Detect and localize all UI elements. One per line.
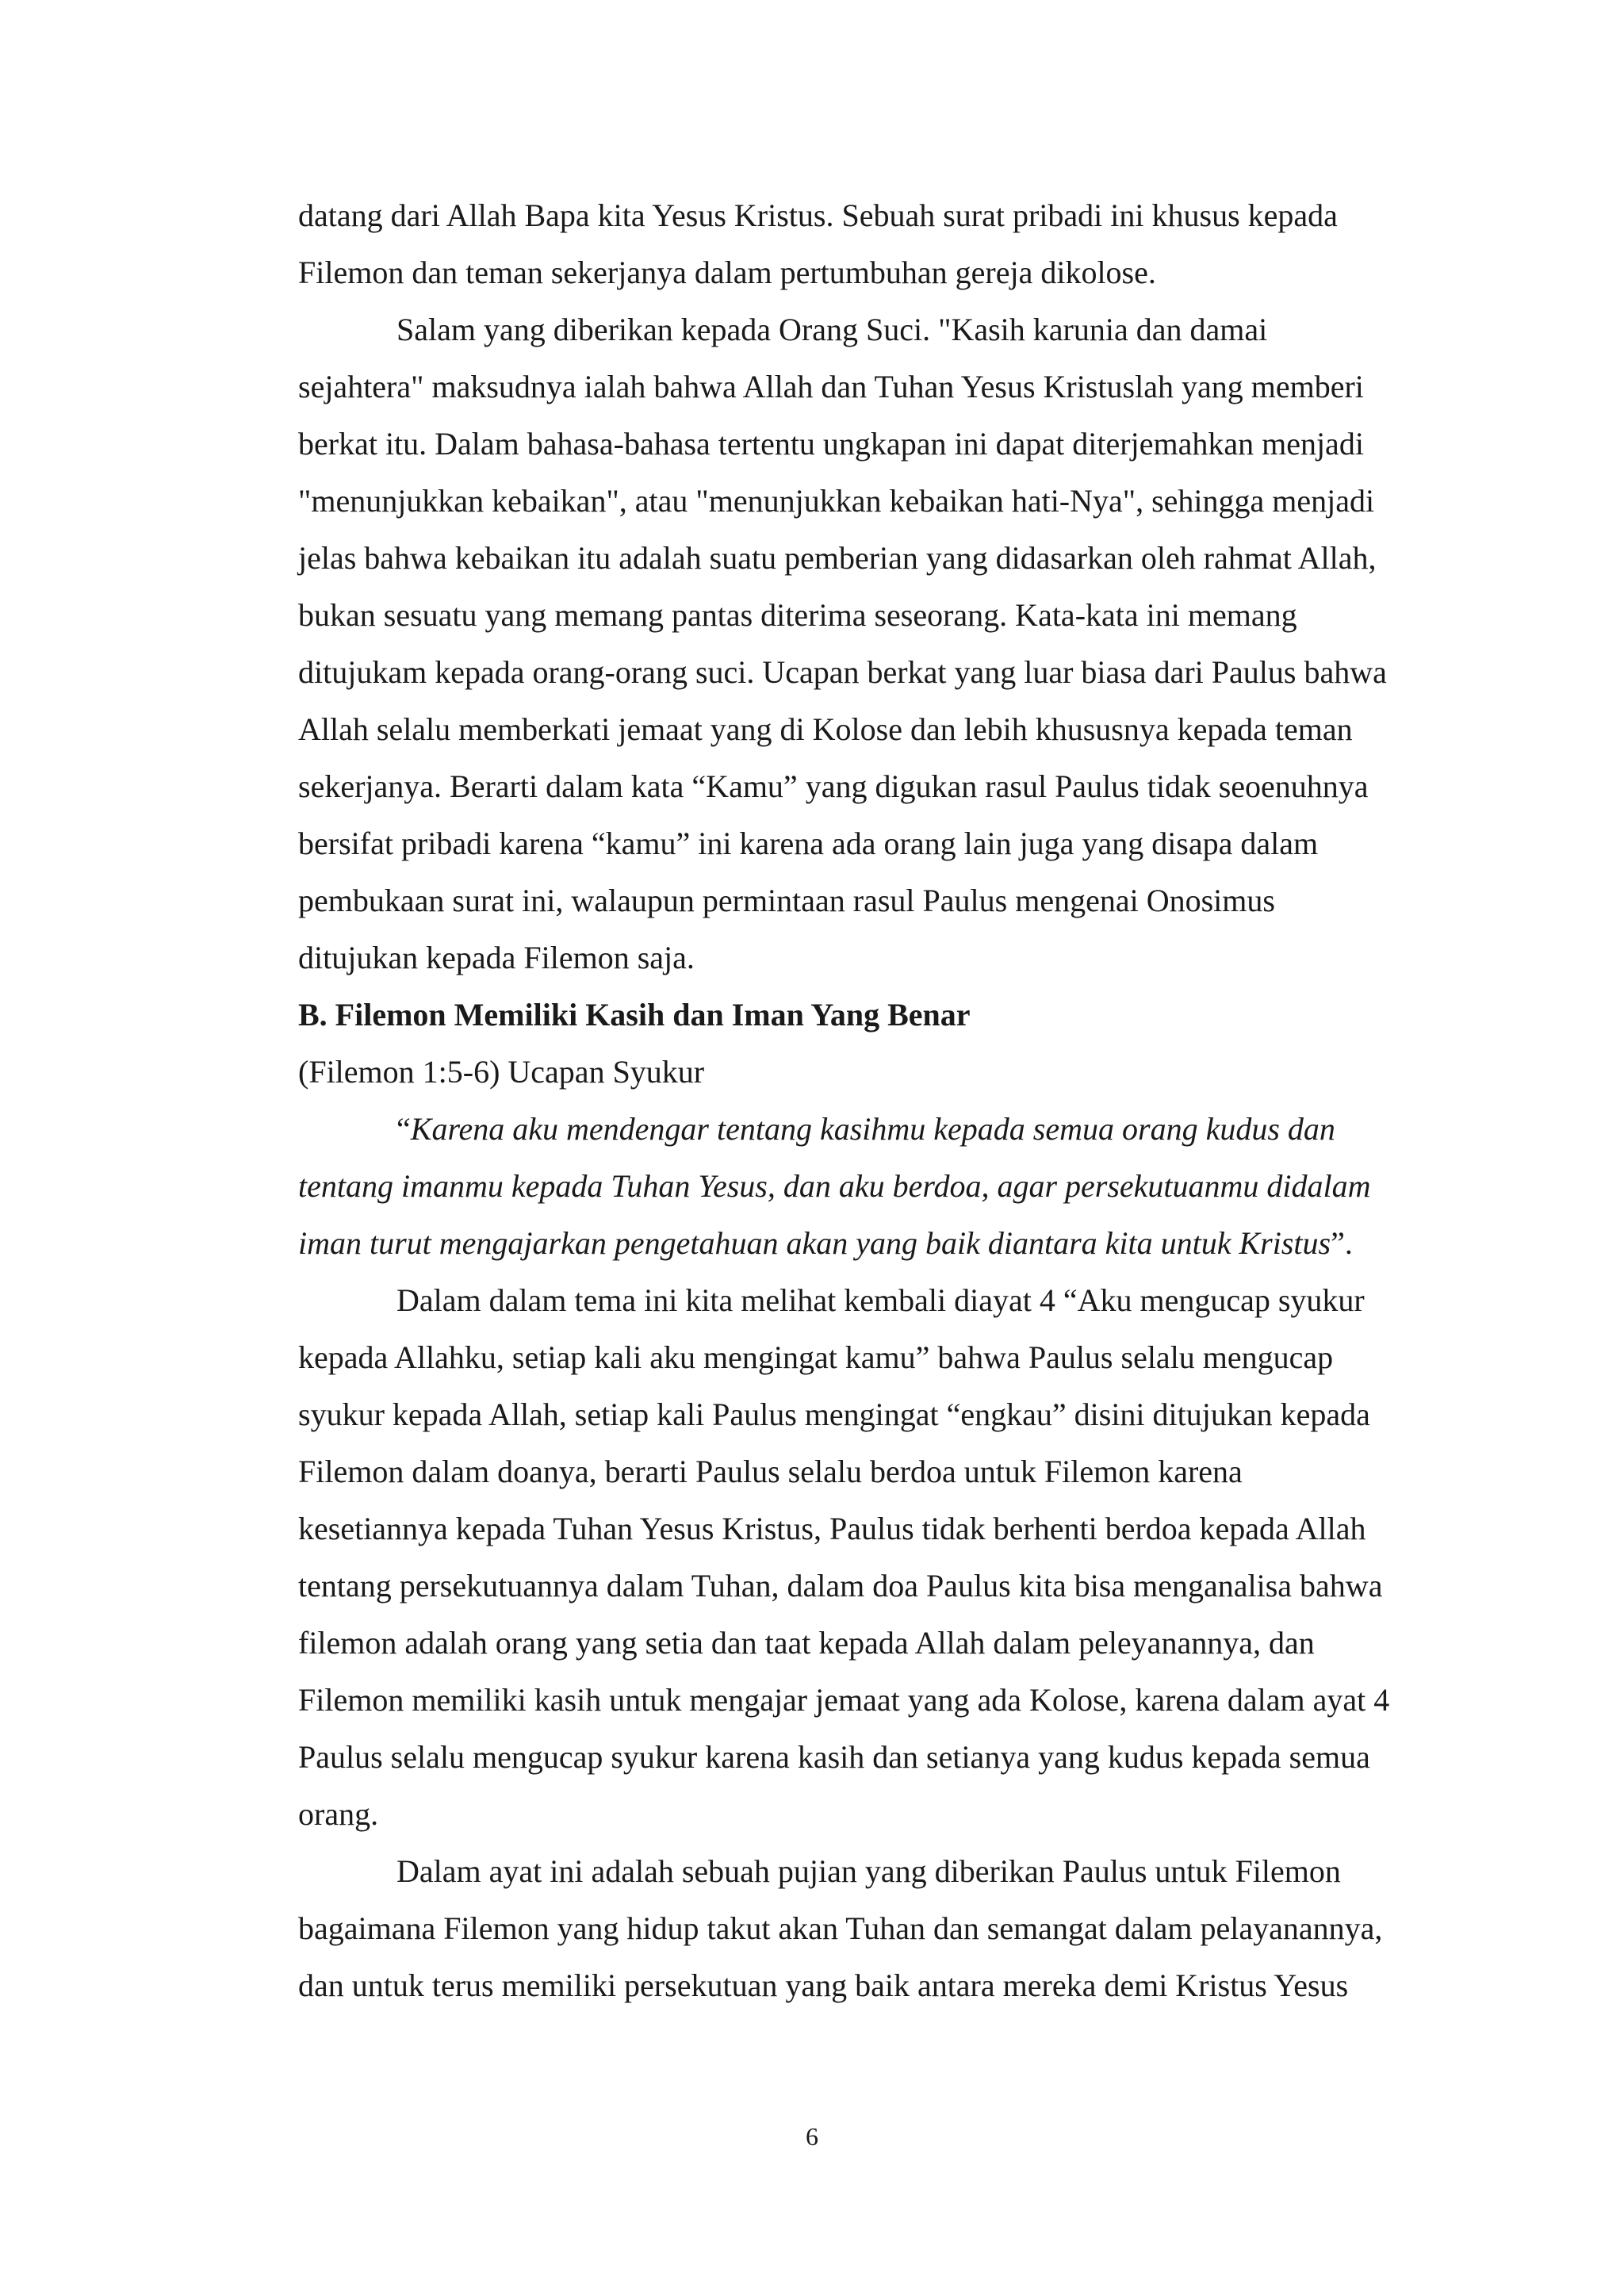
quote-open-mark: “ [396, 1111, 411, 1147]
text-line: bagaimana Filemon yang hidup takut akan Tuhan dan semangat dalam pelayanannya, [298, 1910, 1383, 1946]
quote-line: tentang imanmu kepada Tuhan Yesus, dan aku berdoa, agar persekutuanmu didalam [298, 1168, 1371, 1204]
text-line: dan untuk terus memiliki persekutuan yang baik antara mereka demi Kristus Yesus [298, 1967, 1349, 2003]
text-line: sekerjanya. Berarti dalam kata “Kamu” yang digukan rasul Paulus tidak seoenuhnya [298, 768, 1369, 804]
text-line: Paulus selalu mengucap syukur karena kasih dan setianya yang kudus kepada semua [298, 1739, 1370, 1775]
text-line: ditujukan kepada Filemon saja. [298, 940, 695, 975]
text-line: bersifat pribadi karena “kamu” ini karena ada orang lain juga yang disapa dalam [298, 826, 1319, 861]
subheading: (Filemon 1:5-6) Ucapan Syukur [298, 1054, 705, 1090]
text-line: Filemon memiliki kasih untuk mengajar jemaat yang ada Kolose, karena dalam ayat 4 [298, 1682, 1390, 1718]
quote-text: Karena aku mendengar tentang kasihmu kepada semua orang kudus dan [410, 1111, 1335, 1147]
text-line: filemon adalah orang yang setia dan taat kepada Allah dalam peleyanannya, dan [298, 1625, 1315, 1661]
text-line: Allah selalu memberkati jemaat yang di Kolose dan lebih khususnya kepada teman [298, 711, 1353, 747]
text-line: jelas bahwa kebaikan itu adalah suatu pemberian yang didasarkan oleh rahmat Allah, [298, 540, 1377, 576]
text-line: tentang persekutuannya dalam Tuhan, dalam doa Paulus kita bisa menganalisa bahwa [298, 1568, 1383, 1603]
text-line: "menunjukkan kebaikan", atau "menunjukkan kebaikan hati-Nya", sehingga menjadi [298, 483, 1375, 519]
page-number: 6 [806, 2122, 818, 2151]
text-line: kepada Allahku, setiap kali aku mengingat kamu” bahwa Paulus selalu mengucap [298, 1339, 1334, 1375]
quote-text: iman turut mengajarkan pengetahuan akan yang baik diantara kita untuk Kristus [298, 1225, 1331, 1261]
text-line: Filemon dan teman sekerjanya dalam pertumbuhan gereja dikolose. [298, 255, 1156, 290]
text-line: sejahtera" maksudnya ialah bahwa Allah dan Tuhan Yesus Kristuslah yang memberi [298, 369, 1364, 404]
text-line: Dalam ayat ini adalah sebuah pujian yang diberikan Paulus untuk Filemon [396, 1853, 1341, 1889]
text-line: kesetiannya kepada Tuhan Yesus Kristus, Paulus tidak berhenti berdoa kepada Allah [298, 1511, 1366, 1546]
text-line: bukan sesuatu yang memang pantas diterima seseorang. Kata-kata ini memang [298, 597, 1297, 633]
text-line: datang dari Allah Bapa kita Yesus Kristus. Sebuah surat pribadi ini khusus kepada [298, 197, 1338, 233]
quote-line [298, 1225, 1353, 1261]
quote-line [396, 1113, 1335, 1145]
quote-close-mark: ”. [1331, 1225, 1353, 1261]
text-line: Dalam dalam tema ini kita melihat kembali diayat 4 “Aku mengucap syukur [396, 1282, 1365, 1318]
text-line: syukur kepada Allah, setiap kali Paulus mengingat “engkau” disini ditujukan kepada [298, 1397, 1370, 1432]
text-line: Filemon dalam doanya, berarti Paulus selalu berdoa untuk Filemon karena [298, 1454, 1243, 1489]
section-heading: B. Filemon Memiliki Kasih dan Iman Yang Benar [298, 997, 971, 1033]
text-line: berkat itu. Dalam bahasa-bahasa tertentu ungkapan ini dapat diterjemahkan menjadi [298, 426, 1364, 462]
text-line: Salam yang diberikan kepada Orang Suci. "Kasih karunia dan damai [396, 312, 1268, 347]
text-line: ditujukam kepada orang-orang suci. Ucapan berkat yang luar biasa dari Paulus bahwa [298, 654, 1387, 690]
text-line: pembukaan surat ini, walaupun permintaan rasul Paulus mengenai Onosimus [298, 883, 1275, 918]
text-line: orang. [298, 1796, 379, 1832]
